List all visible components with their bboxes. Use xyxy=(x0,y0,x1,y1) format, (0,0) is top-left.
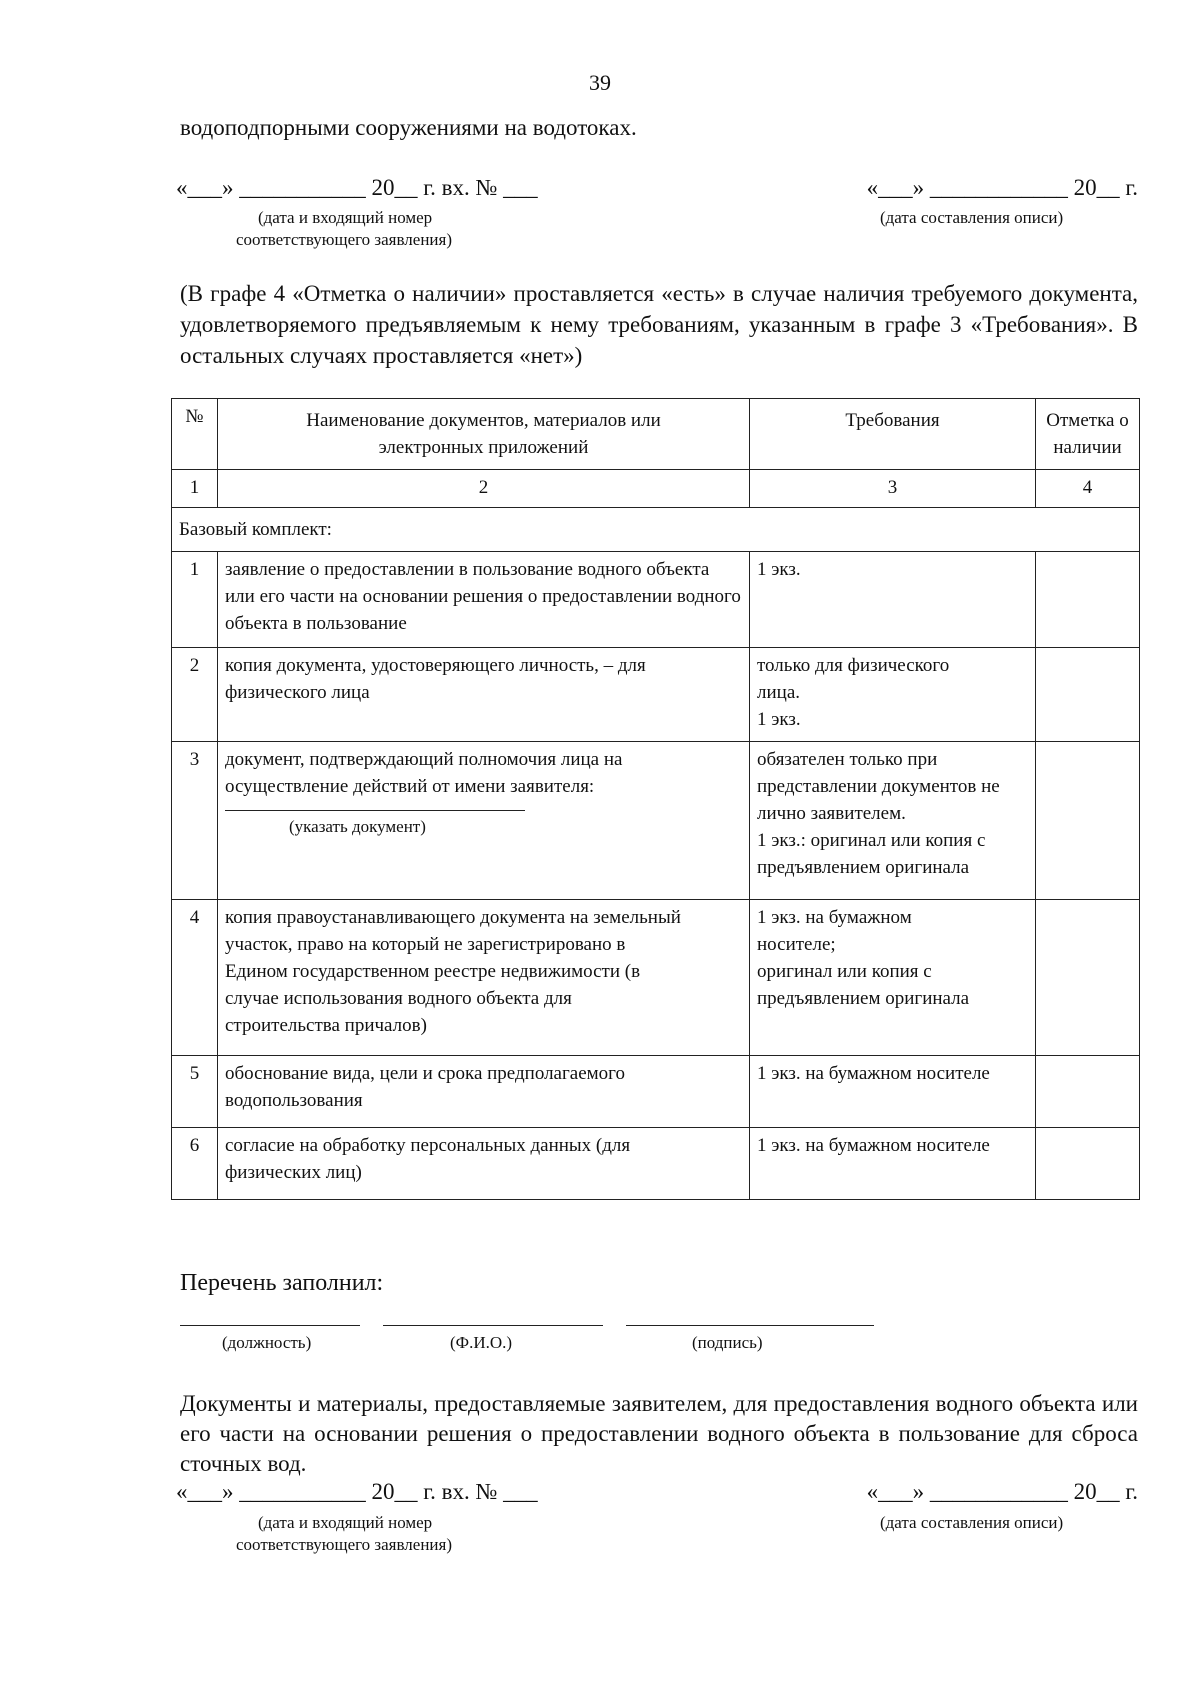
row-number: 2 xyxy=(172,648,218,742)
fill-in-line xyxy=(225,810,525,811)
table-row xyxy=(172,900,1140,1056)
row-number: 1 xyxy=(172,552,218,648)
incoming-number-caption-3: (дата и входящий номер xyxy=(258,1513,433,1532)
row-number: 5 xyxy=(172,1056,218,1128)
header-name: Наименование документов, материалов или электронных приложений xyxy=(218,399,750,470)
row-requirements: обязателен только при представлении документов не лично заявителем. 1 экз.: оригинал или копия с предъявлением оригинала xyxy=(750,742,1036,900)
row-document-name-cell xyxy=(218,742,750,900)
inventory-date-caption-2: (дата составления описи) xyxy=(880,1513,1064,1532)
col-number-4: 4 xyxy=(1036,470,1140,508)
signature-line xyxy=(626,1325,874,1326)
table-row xyxy=(172,742,1140,900)
position-line xyxy=(180,1325,360,1326)
inventory-date-caption: (дата составления описи) xyxy=(880,208,1064,227)
row-availability-cell xyxy=(1036,1056,1140,1128)
col-number-3: 3 xyxy=(750,470,1036,508)
row-document-name: документ, подтверждающий полномочия лица на осуществление действий от имени заявителя: xyxy=(225,749,623,797)
row-requirements: 1 экз. xyxy=(750,552,1036,648)
table-row xyxy=(172,552,1140,648)
signature-caption: (подпись) xyxy=(692,1333,763,1352)
instruction-note: (В графе 4 «Отметка о наличии» проставляется «есть» в случае наличия требуемого документа, удовлетворяемого предъявляемым к нему требованиям, указанным в графе 3 «Требования». В остальных случаях проставляется «нет») xyxy=(180,281,1138,368)
row-number: 4 xyxy=(172,900,218,1056)
row-number: 6 xyxy=(172,1128,218,1200)
incoming-number-caption-4: соответствующего заявления) xyxy=(236,1535,453,1554)
col-number-1: 1 xyxy=(172,470,218,508)
table-row xyxy=(172,1128,1140,1200)
row-document-name: копия документа, удостоверяющего личность, – для физического лица xyxy=(218,648,750,742)
incoming-number-caption: (дата и входящий номер xyxy=(258,208,433,227)
inventory-date-line-2: «___» ____________ 20__ г. xyxy=(866,1479,1138,1504)
row-requirements: 1 экз. на бумажном носителе xyxy=(750,1128,1036,1200)
table-header-row xyxy=(172,399,1140,470)
row-availability-cell xyxy=(1036,648,1140,742)
documents-table xyxy=(171,398,1140,1200)
table-row xyxy=(172,1056,1140,1128)
incoming-number-caption-2: соответствующего заявления) xyxy=(236,230,453,249)
section-label: Базовый комплект: xyxy=(172,508,1140,552)
row-requirements: 1 экз. на бумажном носителе; оригинал или копия с предъявлением оригинала xyxy=(750,900,1036,1056)
header-requirements: Требования xyxy=(750,399,1036,470)
page-number: 39 xyxy=(589,70,611,95)
row-document-name: обоснование вида, цели и срока предполагаемого водопользования xyxy=(218,1056,750,1128)
header-availability: Отметка о наличии xyxy=(1036,399,1140,470)
inventory-date-line: «___» ____________ 20__ г. xyxy=(866,175,1138,200)
table-row xyxy=(172,648,1140,742)
row-requirements: только для физического лица. 1 экз. xyxy=(750,648,1036,742)
section-row xyxy=(172,508,1140,552)
row-document-name: заявление о предоставлении в пользование водного объекта или его части на основании решения о предоставлении водного объекта в пользование xyxy=(218,552,750,648)
header-number: № xyxy=(172,399,218,470)
incoming-number-line-2: «___» ___________ 20__ г. вх. № ___ xyxy=(176,1479,538,1504)
position-caption: (должность) xyxy=(222,1333,312,1352)
row-requirements: 1 экз. на бумажном носителе xyxy=(750,1056,1036,1128)
row-document-name: согласие на обработку персональных данных (для физических лиц) xyxy=(218,1128,750,1200)
row-availability-cell xyxy=(1036,1128,1140,1200)
row-availability-cell xyxy=(1036,900,1140,1056)
row-number: 3 xyxy=(172,742,218,900)
row-document-name: копия правоустанавливающего документа на земельный участок, право на который не зарегистрировано в Едином государственном реестре недвижимости (в случае использования водного объекта для строительства причалов) xyxy=(218,900,750,1056)
row-availability-cell xyxy=(1036,742,1140,900)
row-document-caption: (указать документ) xyxy=(289,817,426,836)
intro-line: водоподпорными сооружениями на водотоках. xyxy=(180,115,637,140)
col-number-2: 2 xyxy=(218,470,750,508)
full-name-caption: (Ф.И.О.) xyxy=(450,1333,513,1352)
full-name-line xyxy=(383,1325,603,1326)
row-availability-cell xyxy=(1036,552,1140,648)
table-column-numbers-row xyxy=(172,470,1140,508)
filled-by-label: Перечень заполнил: xyxy=(180,1270,384,1296)
incoming-number-line: «___» ___________ 20__ г. вх. № ___ xyxy=(176,175,538,200)
closing-paragraph: Документы и материалы, предоставляемые заявителем, для предоставления водного объекта или его части на основании решения о предоставлении водного объекта в пользование для сброса сточных вод. xyxy=(180,1391,1138,1476)
